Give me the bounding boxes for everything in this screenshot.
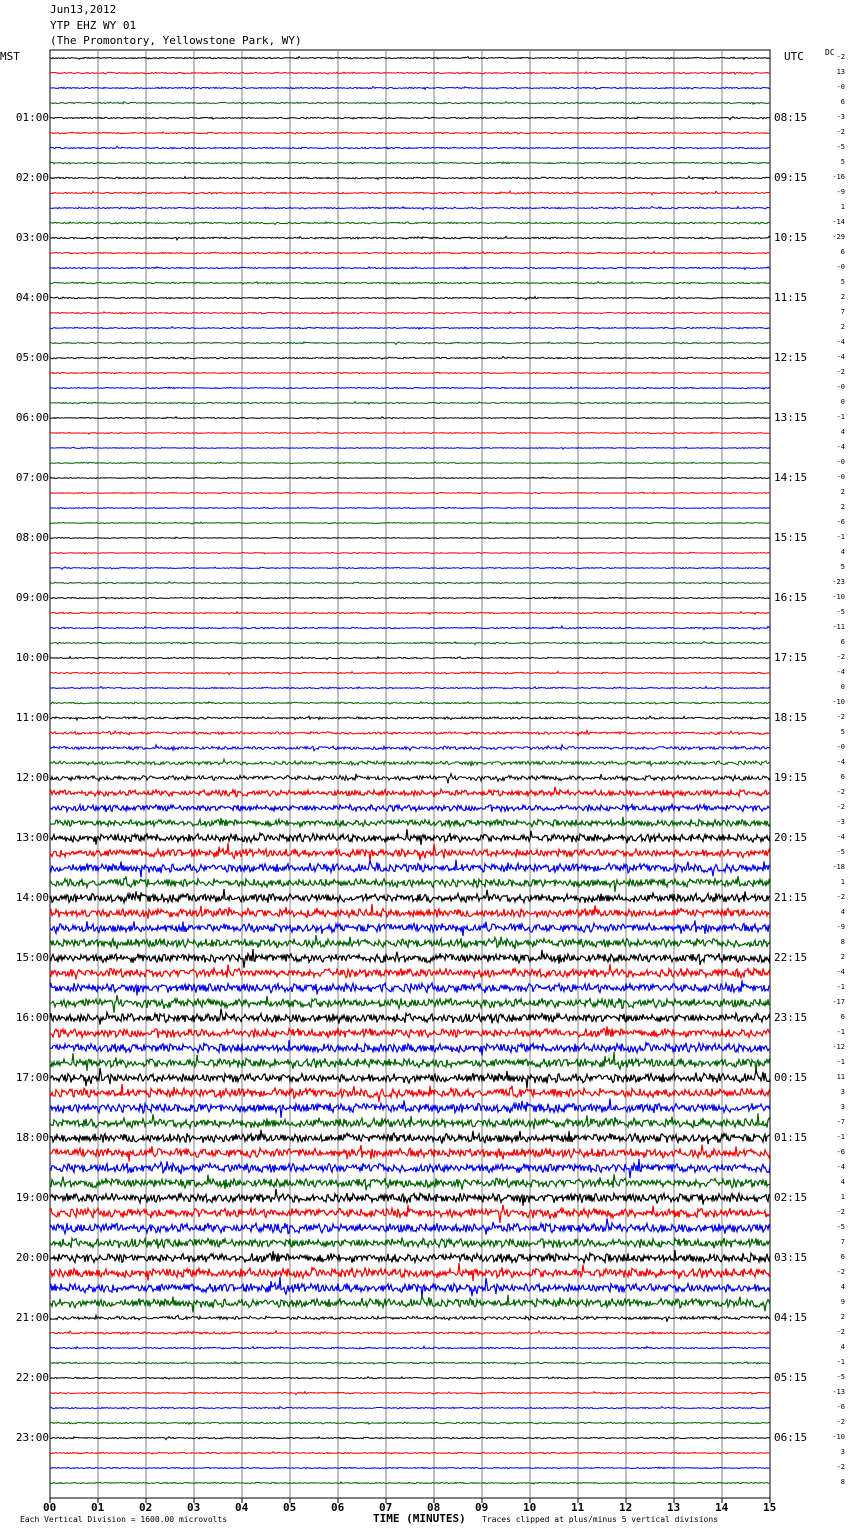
- seismic-trace: [50, 657, 770, 660]
- dc-offset-value: 5: [840, 158, 845, 166]
- seismic-trace: [50, 72, 770, 74]
- hour-label-utc: 19:15: [774, 771, 808, 784]
- dc-offset-value: -2: [836, 128, 845, 136]
- x-tick-label: 08: [427, 1501, 441, 1514]
- seismic-trace: [50, 1331, 770, 1335]
- dc-offset-value: -10: [832, 593, 845, 601]
- seismic-trace: [50, 312, 770, 314]
- hour-label-utc: 06:15: [774, 1431, 808, 1444]
- hour-label-mst: 22:00: [15, 1371, 49, 1384]
- hour-label-utc: 11:15: [774, 291, 808, 304]
- seismic-trace: [50, 132, 770, 134]
- seismic-trace: [50, 1377, 770, 1379]
- seismic-trace: [50, 206, 770, 209]
- dc-offset-value: -4: [836, 338, 845, 346]
- dc-offset-value: -1: [836, 1058, 845, 1066]
- seismic-trace: [50, 980, 770, 995]
- dc-offset-value: 3: [840, 1103, 845, 1111]
- seismic-trace: [50, 889, 770, 903]
- dc-offset-value: 2: [840, 293, 845, 301]
- hour-label-utc: 04:15: [774, 1311, 808, 1324]
- dc-offset-value: -0: [836, 83, 845, 91]
- x-tick-label: 07: [379, 1501, 393, 1514]
- seismic-trace: [50, 582, 770, 584]
- dc-offset-value: -10: [832, 1433, 845, 1441]
- x-tick-label: 00: [43, 1501, 57, 1514]
- hour-label-mst: 16:00: [15, 1011, 49, 1024]
- dc-offset-value: 1: [840, 1193, 845, 1201]
- hour-label-utc: 12:15: [774, 351, 808, 364]
- hour-label-mst: 21:00: [15, 1311, 49, 1324]
- seismic-trace: [50, 297, 770, 300]
- hour-label-mst: 07:00: [15, 471, 49, 484]
- seismic-trace: [50, 1040, 770, 1055]
- dc-offset-value: -4: [836, 833, 845, 841]
- seismic-trace: [50, 1130, 770, 1144]
- seismic-trace: [50, 1437, 770, 1440]
- dc-offset-value: -3: [836, 818, 845, 826]
- dc-offset-value: -12: [832, 1043, 845, 1051]
- hour-label-utc: 16:15: [774, 591, 808, 604]
- dc-offset-value: -23: [832, 578, 845, 586]
- seismic-trace: [50, 1422, 770, 1424]
- dc-offset-value: 6: [840, 1253, 845, 1261]
- seismic-trace: [50, 1052, 770, 1073]
- seismic-trace: [50, 102, 770, 105]
- seismic-trace: [50, 964, 770, 979]
- seismic-trace: [50, 860, 770, 878]
- dc-offset-value: -1: [836, 1028, 845, 1036]
- hour-label-utc: 13:15: [774, 411, 808, 424]
- dc-offset-value: 1: [840, 878, 845, 886]
- hour-label-utc: 22:15: [774, 951, 808, 964]
- seismic-trace: [50, 282, 770, 284]
- seismic-trace: [50, 787, 770, 798]
- dc-offset-value: -4: [836, 668, 845, 676]
- dc-offset-value: -0: [836, 383, 845, 391]
- seismic-trace: [50, 904, 770, 919]
- seismic-trace: [50, 829, 770, 845]
- seismic-trace: [50, 251, 770, 254]
- dc-offset-value: -14: [832, 218, 845, 226]
- seismic-trace: [50, 920, 770, 936]
- x-tick-label: 06: [331, 1501, 345, 1514]
- dc-offset-value: -2: [836, 1463, 845, 1471]
- hour-label-utc: 09:15: [774, 171, 808, 184]
- dc-offset-value: 5: [840, 563, 845, 571]
- dc-offset-value: -2: [836, 788, 845, 796]
- x-tick-label: 04: [235, 1501, 249, 1514]
- dc-offset-value: 2: [840, 953, 845, 961]
- seismic-trace: [50, 597, 770, 599]
- dc-offset-value: -5: [836, 1223, 845, 1231]
- dc-offset-value: 6: [840, 98, 845, 106]
- hour-label-utc: 00:15: [774, 1071, 808, 1084]
- dc-offset-value: 6: [840, 638, 845, 646]
- seismic-trace: [50, 507, 770, 509]
- hour-label-mst: 17:00: [15, 1071, 49, 1084]
- header-station: YTP EHZ WY 01: [50, 19, 137, 32]
- seismic-trace: [50, 1482, 770, 1484]
- hour-label-utc: 18:15: [774, 711, 808, 724]
- hour-label-mst: 08:00: [15, 531, 49, 544]
- dc-offset-value: -5: [836, 848, 845, 856]
- seismic-trace: [50, 843, 770, 862]
- hour-label-mst: 09:00: [15, 591, 49, 604]
- dc-offset-value: -0: [836, 263, 845, 271]
- dc-offset-value: -1: [836, 1133, 845, 1141]
- hour-label-utc: 05:15: [774, 1371, 808, 1384]
- seismic-trace: [50, 402, 770, 404]
- dc-offset-value: -2: [836, 368, 845, 376]
- dc-offset-value: 3: [840, 1448, 845, 1456]
- dc-offset-value: 3: [840, 1088, 845, 1096]
- x-tick-label: 14: [715, 1501, 729, 1514]
- dc-offset-value: -6: [836, 518, 845, 526]
- seismic-trace: [50, 146, 770, 148]
- dc-offset-value: -0: [836, 473, 845, 481]
- hour-label-mst: 12:00: [15, 771, 49, 784]
- dc-offset-value: -0: [836, 458, 845, 466]
- hour-label-mst: 05:00: [15, 351, 49, 364]
- hour-label-utc: 02:15: [774, 1191, 808, 1204]
- hour-label-mst: 19:00: [15, 1191, 49, 1204]
- seismic-trace: [50, 417, 770, 420]
- seismic-trace: [50, 477, 770, 479]
- dc-offset-value: 6: [840, 1013, 845, 1021]
- dc-offset-value: -5: [836, 143, 845, 151]
- dc-offset-value: -29: [832, 233, 845, 241]
- dc-offset-value: 0: [840, 398, 845, 406]
- x-tick-label: 12: [619, 1501, 633, 1514]
- seismic-trace: [50, 1009, 770, 1025]
- dc-offset-value: 2: [840, 488, 845, 496]
- x-tick-label: 05: [283, 1501, 297, 1514]
- dc-offset-value: 4: [840, 1178, 845, 1186]
- hour-label-mst: 02:00: [15, 171, 49, 184]
- dc-offset-value: 0: [840, 683, 845, 691]
- hour-label-utc: 08:15: [774, 111, 808, 124]
- seismic-trace: [50, 1113, 770, 1129]
- dc-offset-value: -5: [836, 608, 845, 616]
- dc-offset-value: 4: [840, 908, 845, 916]
- seismic-trace: [50, 1295, 770, 1313]
- dc-offset-value: 4: [840, 1283, 845, 1291]
- seismic-trace: [50, 759, 770, 766]
- dc-offset-value: -17: [832, 998, 845, 1006]
- hour-label-utc: 01:15: [774, 1131, 808, 1144]
- seismic-trace: [50, 492, 770, 494]
- seismic-trace: [50, 774, 770, 784]
- dc-offset-value: -1: [836, 983, 845, 991]
- hour-label-mst: 14:00: [15, 891, 49, 904]
- hour-label-utc: 10:15: [774, 231, 808, 244]
- dc-offset-value: 8: [840, 938, 845, 946]
- seismic-trace: [50, 730, 770, 736]
- seismic-trace: [50, 995, 770, 1013]
- seismic-trace: [50, 745, 770, 751]
- clip-note: Traces clipped at plus/minus 5 vertical divisions: [482, 1515, 719, 1524]
- dc-offset-value: 4: [840, 428, 845, 436]
- seismic-trace: [50, 876, 770, 892]
- dc-offset-value: -18: [832, 863, 845, 871]
- seismic-trace: [50, 804, 770, 812]
- dc-offset-value: 1: [840, 203, 845, 211]
- seismic-trace: [50, 522, 770, 524]
- dc-offset-value: 5: [840, 728, 845, 736]
- dc-offset-value: -2: [836, 1328, 845, 1336]
- x-axis-title: TIME (MINUTES): [373, 1512, 466, 1525]
- dc-offset-value: -5: [836, 1373, 845, 1381]
- dc-offset-value: -4: [836, 1163, 845, 1171]
- dc-offset-value: -2: [836, 1268, 845, 1276]
- x-tick-label: 13: [667, 1501, 681, 1514]
- hour-label-mst: 23:00: [15, 1431, 49, 1444]
- seismic-trace: [50, 462, 770, 464]
- dc-offset-value: -11: [832, 623, 845, 631]
- dc-offset-value: -4: [836, 968, 845, 976]
- hour-label-mst: 01:00: [15, 111, 49, 124]
- seismic-trace: [50, 1452, 770, 1454]
- seismic-trace: [50, 342, 770, 345]
- x-tick-label: 11: [571, 1501, 585, 1514]
- seismic-trace: [50, 612, 770, 615]
- seismic-trace: [50, 162, 770, 164]
- dc-offset-value: 7: [840, 308, 845, 316]
- dc-offset-value: 2: [840, 1313, 845, 1321]
- seismic-trace: [50, 1174, 770, 1190]
- seismic-trace: [50, 1250, 770, 1263]
- dc-offset-value: -2: [836, 53, 845, 61]
- seismic-trace: [50, 56, 770, 59]
- hour-label-mst: 20:00: [15, 1251, 49, 1264]
- dc-offset-value: -9: [836, 188, 845, 196]
- seismic-trace: [50, 671, 770, 674]
- left-timezone-label: MST: [0, 50, 20, 63]
- seismic-trace: [50, 1263, 770, 1281]
- hour-label-mst: 03:00: [15, 231, 49, 244]
- dc-offset-header: DC: [825, 48, 835, 57]
- dc-offset-value: -4: [836, 443, 845, 451]
- seismic-trace: [50, 1159, 770, 1178]
- seismic-trace: [50, 537, 770, 538]
- hour-label-utc: 03:15: [774, 1251, 808, 1264]
- hour-label-utc: 21:15: [774, 891, 808, 904]
- seismic-trace: [50, 1098, 770, 1117]
- dc-offset-value: 6: [840, 248, 845, 256]
- hour-label-utc: 20:15: [774, 831, 808, 844]
- seismic-trace: [50, 1145, 770, 1162]
- seismic-trace: [50, 817, 770, 827]
- dc-offset-value: 4: [840, 548, 845, 556]
- hour-label-mst: 11:00: [15, 711, 49, 724]
- dc-offset-value: 11: [836, 1073, 845, 1081]
- dc-offset-value: -3: [836, 113, 845, 121]
- dc-offset-value: -13: [832, 1388, 845, 1396]
- seismic-trace: [50, 716, 770, 720]
- dc-offset-value: 5: [840, 278, 845, 286]
- seismic-trace: [50, 1068, 770, 1088]
- seismic-trace: [50, 642, 770, 645]
- right-timezone-label: UTC: [784, 50, 804, 63]
- seismic-trace: [50, 87, 770, 90]
- seismic-trace: [50, 356, 770, 359]
- x-tick-label: 02: [139, 1501, 153, 1514]
- seismic-trace: [50, 686, 770, 689]
- seismic-trace: [50, 935, 770, 949]
- dc-offset-value: -6: [836, 1148, 845, 1156]
- scale-note: Each Vertical Division = 1600.00 microvolts: [20, 1515, 228, 1524]
- hour-label-utc: 15:15: [774, 531, 808, 544]
- dc-offset-value: -2: [836, 803, 845, 811]
- seismic-trace: [50, 176, 770, 179]
- dc-offset-value: 9: [840, 1298, 845, 1306]
- seismic-trace: [50, 1026, 770, 1038]
- seismic-trace: [50, 949, 770, 968]
- seismic-trace: [50, 1218, 770, 1234]
- seismic-trace: [50, 1467, 770, 1469]
- dc-offset-value: 4: [840, 1343, 845, 1351]
- seismic-trace: [50, 1205, 770, 1223]
- seismic-trace: [50, 1238, 770, 1249]
- seismic-trace: [50, 1084, 770, 1102]
- x-tick-label: 15: [763, 1501, 777, 1514]
- seismic-trace: [50, 447, 770, 449]
- hour-label-utc: 17:15: [774, 651, 808, 664]
- seismic-trace: [50, 387, 770, 389]
- hour-label-mst: 06:00: [15, 411, 49, 424]
- seismic-trace: [50, 626, 770, 629]
- seismic-trace: [50, 236, 770, 240]
- dc-offset-value: -1: [836, 1358, 845, 1366]
- seismic-trace: [50, 552, 770, 554]
- seismic-trace: [50, 1407, 770, 1410]
- dc-offset-value: 2: [840, 503, 845, 511]
- seismic-trace: [50, 432, 770, 434]
- x-tick-label: 09: [475, 1501, 489, 1514]
- seismic-trace: [50, 1277, 770, 1298]
- dc-offset-value: 7: [840, 1238, 845, 1246]
- seismic-trace: [50, 567, 770, 569]
- dc-offset-value: -1: [836, 413, 845, 421]
- dc-offset-value: -1: [836, 533, 845, 541]
- seismic-trace: [50, 222, 770, 225]
- seismic-trace: [50, 1346, 770, 1349]
- dc-offset-value: 8: [840, 1478, 845, 1486]
- dc-offset-value: -2: [836, 713, 845, 721]
- seismic-trace: [50, 267, 770, 270]
- hour-label-mst: 04:00: [15, 291, 49, 304]
- dc-offset-value: -4: [836, 758, 845, 766]
- seismic-trace: [50, 702, 770, 705]
- seismic-trace: [50, 1315, 770, 1321]
- seismic-trace: [50, 372, 770, 373]
- dc-offset-value: -10: [832, 698, 845, 706]
- dc-offset-value: -2: [836, 1418, 845, 1426]
- seismic-trace: [50, 1362, 770, 1365]
- hour-label-mst: 18:00: [15, 1131, 49, 1144]
- dc-offset-value: -9: [836, 923, 845, 931]
- dc-offset-value: -2: [836, 1208, 845, 1216]
- seismic-trace: [50, 117, 770, 120]
- dc-offset-value: -4: [836, 353, 845, 361]
- seismic-trace: [50, 327, 770, 329]
- x-tick-label: 10: [523, 1501, 537, 1514]
- dc-offset-value: -2: [836, 653, 845, 661]
- dc-offset-value: 2: [840, 323, 845, 331]
- seismic-trace: [50, 1189, 770, 1206]
- hour-label-utc: 14:15: [774, 471, 808, 484]
- dc-offset-value: 13: [836, 68, 845, 76]
- dc-offset-value: -16: [832, 173, 845, 181]
- x-tick-label: 01: [91, 1501, 105, 1514]
- hour-label-mst: 15:00: [15, 951, 49, 964]
- dc-offset-value: -6: [836, 1403, 845, 1411]
- header-location: (The Promontory, Yellowstone Park, WY): [50, 34, 302, 47]
- dc-offset-value: -0: [836, 743, 845, 751]
- x-tick-label: 03: [187, 1501, 201, 1514]
- hour-label-utc: 23:15: [774, 1011, 808, 1024]
- hour-label-mst: 13:00: [15, 831, 49, 844]
- seismic-trace: [50, 191, 770, 195]
- seismic-trace: [50, 1392, 770, 1395]
- header-date: Jun13,2012: [50, 3, 117, 16]
- dc-offset-value: -2: [836, 893, 845, 901]
- dc-offset-value: 6: [840, 773, 845, 781]
- dc-offset-value: -7: [836, 1118, 845, 1126]
- hour-label-mst: 10:00: [15, 651, 49, 664]
